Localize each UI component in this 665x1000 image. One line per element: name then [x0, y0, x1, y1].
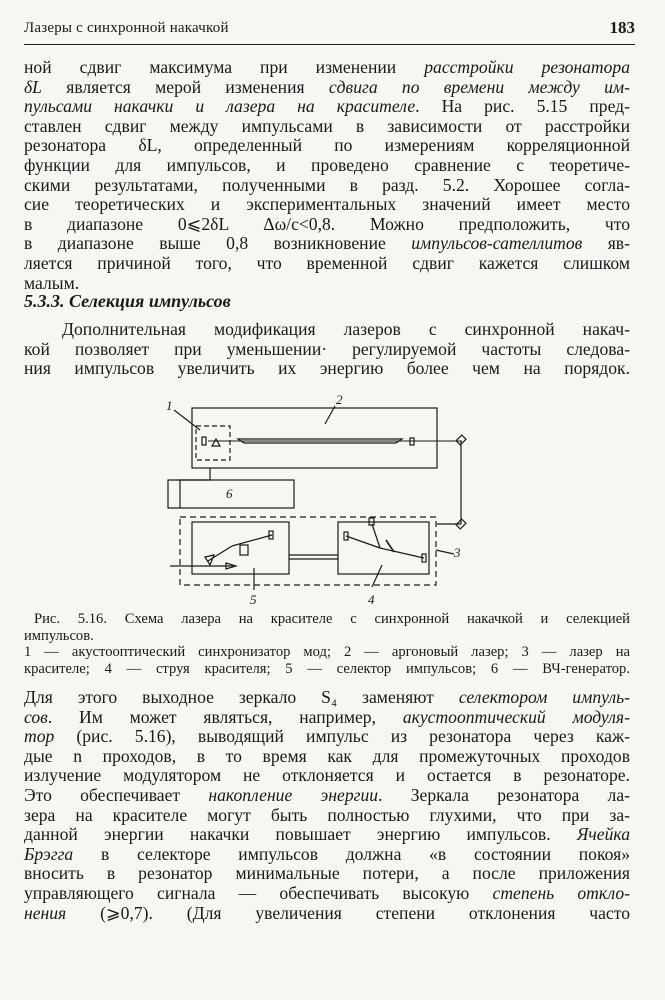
figure-label-3: 3: [454, 545, 461, 560]
paragraph-selection: [24, 320, 630, 379]
text-line: сие теоретических и экспериментальных значений имеет место: [24, 194, 630, 215]
section-heading: 5.3.3. Селекция импульсов: [24, 291, 231, 311]
dye-laser-dashed: [180, 517, 436, 585]
paragraph-selector: [24, 688, 630, 923]
text-line: дые n проходов, в то время как для промежуточных проходов: [24, 745, 630, 766]
text-line: Это обеспечивает накопление энергии. Зеркала резонатора ла-: [24, 784, 631, 805]
text-line: нения (⩾0,7). (Для увеличения степени отклонения часто: [24, 902, 630, 923]
text-line: Брэгга в селекторе импульсов должна «в состоянии покоя»: [24, 843, 630, 864]
figure-label-1: 1: [166, 398, 173, 413]
text-line: ной сдвиг максимума при изменении расстройки резонатора: [24, 57, 630, 77]
text-line: функции для импульсов, и проведено сравнение с теоретиче-: [24, 154, 630, 175]
running-title: Лазеры с синхронной накачкой: [24, 20, 229, 36]
text-line: кой позволяет при уменьшении· регулируемой частоты следова-: [24, 338, 630, 359]
caption-line: импульсов.: [24, 627, 94, 644]
page-number: 183: [609, 18, 635, 37]
text-line: в диапазоне выше 0,8 возникновение импульсов-сателлитов яв-: [24, 233, 630, 254]
figure-label-2: 2: [336, 392, 343, 407]
text-line: ставлен сдвиг между импульсами в зависимости от расстройки: [24, 115, 630, 136]
rf-generator-label: 6: [226, 486, 233, 501]
text-line: скими результатами, полученными в разд. 5.2. Хорошее согла-: [24, 174, 630, 195]
text-line: тор (рис. 5.16), выводящий импульс из резонатора через каж-: [24, 726, 630, 747]
text-line: δL является мерой изменения сдвига по времени между им-: [24, 76, 630, 97]
text-line: управляющего сигнала — обеспечивать высокую степень откло-: [24, 882, 630, 903]
text-line: сов. Им может являться, например, акустооптический модуля-: [24, 706, 630, 727]
argon-laser-block: [192, 408, 437, 468]
text-line: данной энергии накачки повышает энергию импульсов. Ячейка: [24, 824, 630, 845]
dye-cavity-box: [338, 522, 429, 574]
text-line: излучение модулятором не отклоняется и остается в резонаторе.: [24, 765, 630, 786]
paragraph-intro: [24, 58, 630, 293]
figure-laser-schematic: [150, 390, 490, 610]
text-line: ния импульсов увеличить их энергию более чем на порядок.: [24, 358, 630, 379]
figure-label-5: 5: [250, 592, 257, 607]
text-line: ляется причиной того, что временной сдвиг кажется слишком: [24, 252, 630, 273]
laser-mirror: [410, 438, 414, 445]
caption-line: 1 — акустооптический синхронизатор мод; 2 — аргоновый лазер; 3 — лазер на: [24, 644, 630, 660]
caption-line: красителе; 4 — струя красителя; 5 — селектор импульсов; 6 — ВЧ-генератор.: [24, 660, 630, 677]
rf-generator-block: [180, 480, 294, 508]
text-line: Дополнительная модификация лазеров с синхронной накач-: [62, 319, 630, 339]
text-line: зера на красителе могут быть полностью глухими, что при за-: [24, 804, 630, 825]
mode-locker-dashed: [196, 426, 230, 460]
text-line: вносить в резонатор минимальные потери, а после приложения: [24, 863, 630, 884]
page-header: [24, 18, 635, 45]
text-line: резонатора δL, определенный по измерениям корреляционной: [24, 135, 630, 156]
text-line: в диапазоне 0⩽2δL Δω/c<0,8. Можно предположить, что: [24, 213, 630, 234]
text-line: малым.: [24, 272, 80, 293]
text-line: Для этого выходное зеркало S₄ заменяют селектором импуль-: [24, 687, 630, 707]
text-line: пульсами накачки и лазера на красителе. На рис. 5.15 пред-: [24, 96, 630, 117]
bragg-cell: [240, 545, 248, 555]
modulator-prism: [212, 439, 220, 446]
figure-caption: [24, 611, 630, 677]
caption-line: Рис. 5.16. Схема лазера на красителе с синхронной накачкой и селекцией: [34, 611, 630, 627]
figure-label-4: 4: [368, 592, 375, 607]
